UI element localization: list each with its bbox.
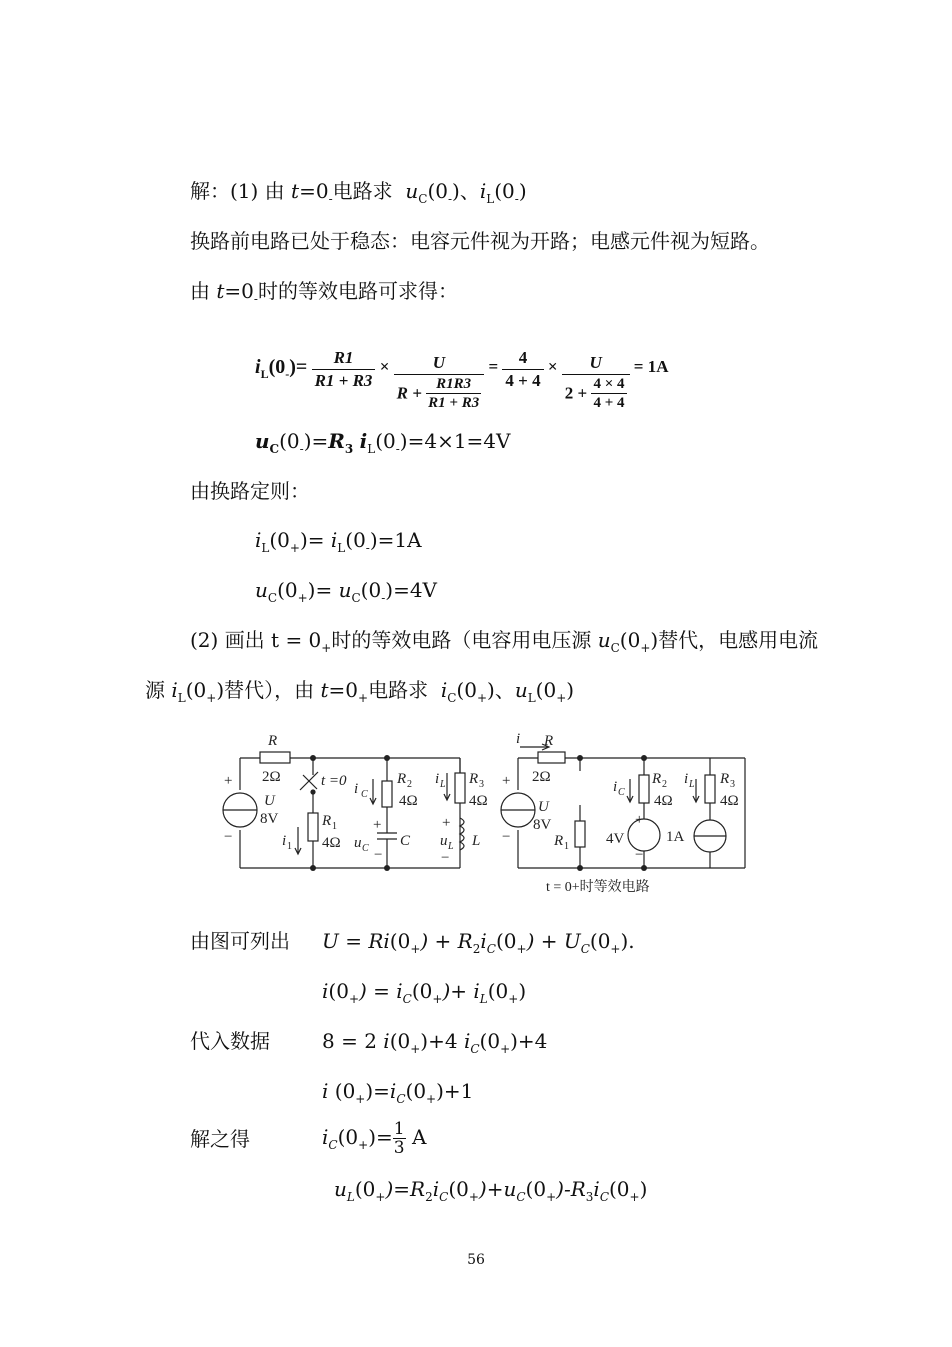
svg-text:8V: 8V (260, 811, 279, 827)
svg-text:4Ω: 4Ω (720, 793, 739, 809)
svg-text:+: + (373, 817, 382, 833)
substitute-equation: 8 = 2 $i(0_+)+4$ $i_C(0_+)+4$ (322, 1029, 548, 1056)
original-circuit (223, 752, 465, 868)
svg-text:−: − (374, 847, 383, 863)
svg-text:C: C (618, 787, 625, 798)
svg-text:C: C (400, 833, 411, 849)
svg-text:R: R (469, 771, 479, 787)
kvl-label: 由图可列出 (190, 929, 290, 953)
svg-text:+: + (442, 815, 451, 831)
svg-text:i: i (516, 731, 521, 747)
svg-text:4Ω: 4Ω (469, 793, 488, 809)
svg-text:3: 3 (730, 779, 735, 790)
solve-label: 解之得 (190, 1127, 250, 1151)
svg-text:t =0: t =0 (321, 773, 347, 789)
svg-text:4Ω: 4Ω (322, 835, 341, 851)
svg-text:1: 1 (564, 841, 569, 852)
svg-text:+: + (502, 773, 511, 789)
svg-text:L: L (440, 779, 446, 790)
kcl-equation: $i(0_+) = i_C(0_+)+ i_L(0_+)$ (322, 979, 527, 1006)
fraction-4: $\frac{4}{4 + 4}$ (502, 347, 543, 392)
svg-text:+: + (635, 812, 644, 828)
svg-text:4Ω: 4Ω (654, 793, 673, 809)
svg-text:2: 2 (407, 779, 412, 790)
svg-text:L: L (472, 833, 481, 849)
svg-text:t = 0+时等效电路: t = 0+时等效电路 (546, 880, 650, 895)
fraction-r1: $\frac{R1}{R1 + R3}$ (312, 347, 376, 392)
page-number: 56 (467, 1252, 485, 1268)
svg-text:+: + (224, 773, 233, 789)
svg-text:2Ω: 2Ω (532, 769, 551, 785)
svg-text:−: − (441, 850, 450, 866)
substitute-label: 代入数据 (190, 1029, 270, 1053)
svg-text:R: R (652, 771, 662, 787)
svg-text:u: u (354, 835, 362, 851)
svg-text:i: i (282, 833, 287, 849)
svg-text:i: i (684, 771, 689, 787)
svg-text:8V: 8V (533, 817, 552, 833)
svg-text:C: C (361, 789, 368, 800)
svg-text:2: 2 (662, 779, 667, 790)
fraction-u: U R + $\frac{R1R3}{R1 + R3}$ (394, 352, 485, 412)
svg-text:C: C (362, 843, 369, 854)
part2-line-1: (2) 画出 $t = 0_+$时的等效电路（电容用电压源 $u_C(0_+)$替代，电感用电流 (190, 628, 819, 655)
ul-equation: $u_L(0_+)=R_2i_C(0_+)+u_C(0_+)-R_3i_C(0_+)$ (334, 1177, 648, 1204)
svg-text:R: R (268, 733, 278, 749)
svg-text:1: 1 (287, 841, 292, 852)
svg-text:3: 3 (479, 779, 484, 790)
svg-text:2Ω: 2Ω (262, 769, 281, 785)
kvl-equation: $U = Ri(0_+) + R_2i_C(0_+) + U_C(0_+)$. (322, 929, 635, 956)
uc-initial-line: $u_C(0_-)=R_3$ $i_L(0_-)=4\times 1=4V$ (255, 429, 511, 456)
svg-text:i: i (613, 779, 618, 795)
equiv-circuit-intro: 由 $t=0_-$时的等效电路可求得： (190, 279, 458, 306)
current-equation: i $(0_+)=i_C(0_+)+1$ (322, 1079, 474, 1106)
svg-text:−: − (224, 829, 233, 845)
svg-text:1: 1 (332, 821, 337, 832)
solution-line-1: 解：(1) 由 $t=0_-$电路求 $u_C(0_-)$、$i_L(0_-)$ (190, 179, 527, 206)
svg-text:R: R (720, 771, 730, 787)
svg-text:4V: 4V (606, 831, 625, 847)
svg-text:−: − (635, 847, 644, 863)
svg-text:4Ω: 4Ω (399, 793, 418, 809)
svg-text:L: L (448, 841, 454, 852)
circuit-diagrams (220, 725, 750, 900)
ic-result: $i_C(0_+)=$ $\frac{1}{3}$ A (322, 1119, 427, 1158)
il-continuity: $i_L(0_+)= i_L(0_-)=1A$ (255, 528, 422, 555)
svg-text:R: R (544, 733, 554, 749)
svg-text:R: R (554, 833, 564, 849)
steady-state-line: 换路前电路已处于稳态：电容元件视为开路；电感元件视为短路。 (190, 229, 770, 253)
svg-text:L: L (689, 779, 695, 790)
fraction-u2: U 2 + $\frac{4 \times 4}{4 + 4}$ (562, 352, 630, 412)
svg-text:−: − (502, 829, 511, 845)
uc-continuity: $u_C(0_+)= u_C(0_-)=4V$ (255, 578, 437, 605)
svg-text:i: i (354, 781, 359, 797)
svg-text:R: R (397, 771, 407, 787)
svg-text:1A: 1A (666, 829, 685, 845)
svg-text:R: R (322, 813, 332, 829)
switching-rule-heading: 由换路定则： (190, 479, 310, 503)
svg-text:U: U (264, 793, 275, 809)
part2-line-2: 源 $i_L(0_+)$替代），由 $t=0_+$电路求 $i_C(0_+)$、$u_L(0_+)$ (145, 678, 575, 705)
svg-text:u: u (440, 833, 448, 849)
svg-text:i: i (435, 771, 440, 787)
il-initial-equation: $i_L(0_-)=$ $\frac{R1}{R1 + R3}$ × U R + $\frac{R1R3}{R1 + R3}$ = $\frac{4}{4 + 4}$ × U 2 + $\frac{4 \times 4}{4 + 4}$ = 1A (255, 347, 669, 411)
svg-text:U: U (538, 799, 549, 815)
